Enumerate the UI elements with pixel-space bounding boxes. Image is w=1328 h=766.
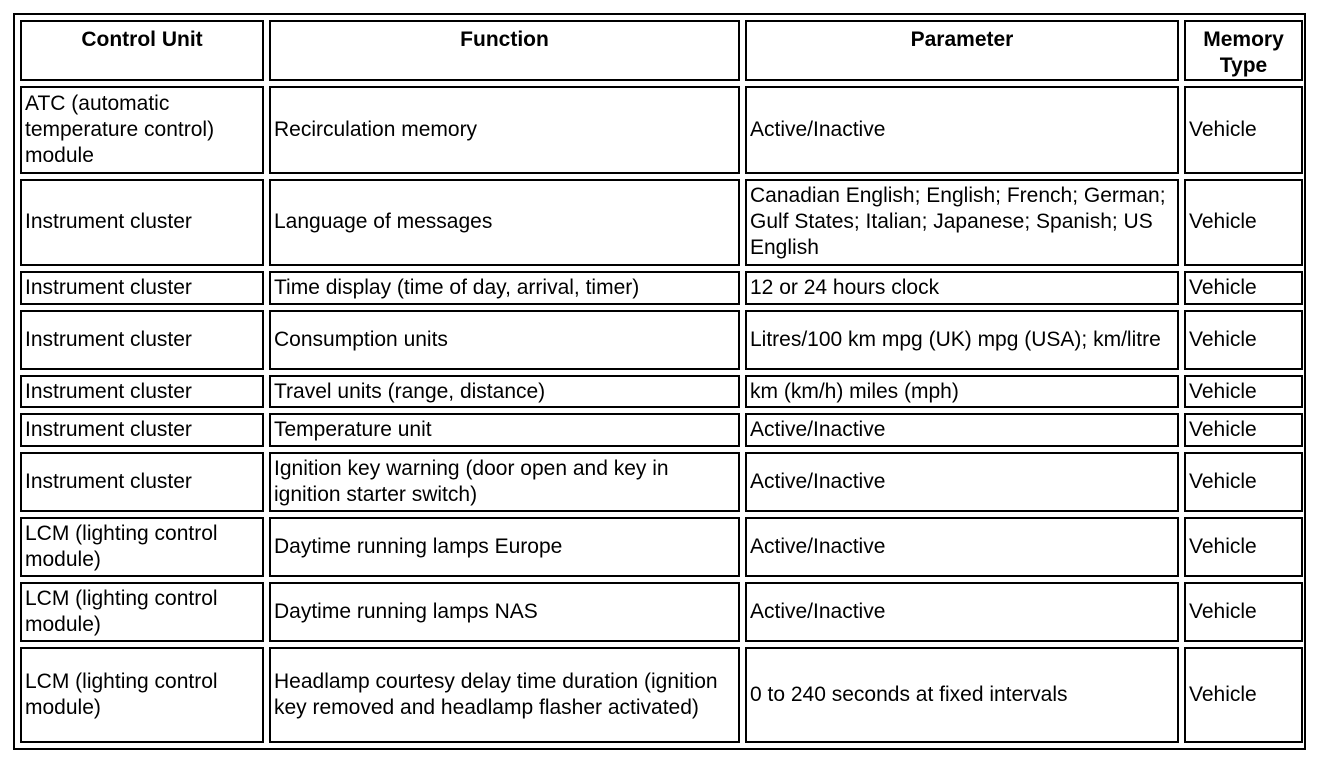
cell-function: Daytime running lamps Europe bbox=[269, 517, 740, 577]
cell-function: Travel units (range, distance) bbox=[269, 375, 740, 409]
cell-memory-type: Vehicle bbox=[1184, 179, 1303, 267]
cell-control-unit: ATC (automatic temperature control) module bbox=[20, 86, 264, 174]
cell-control-unit: Instrument cluster bbox=[20, 375, 264, 409]
cell-parameter: Active/Inactive bbox=[745, 413, 1179, 447]
cell-control-unit: Instrument cluster bbox=[20, 413, 264, 447]
cell-function: Recirculation memory bbox=[269, 86, 740, 174]
header-parameter: Parameter bbox=[745, 20, 1179, 81]
cell-control-unit: LCM (lighting control module) bbox=[20, 517, 264, 577]
header-control-unit: Control Unit bbox=[20, 20, 264, 81]
cell-parameter: Active/Inactive bbox=[745, 86, 1179, 174]
cell-parameter: Active/Inactive bbox=[745, 517, 1179, 577]
table-row bbox=[20, 271, 1303, 305]
cell-function: Ignition key warning (door open and key in ignition starter switch) bbox=[269, 452, 740, 512]
table-row bbox=[20, 582, 1303, 642]
cell-parameter: Litres/100 km mpg (UK) mpg (USA); km/litre bbox=[745, 310, 1179, 370]
cell-control-unit: Instrument cluster bbox=[20, 452, 264, 512]
cell-parameter: Canadian English; English; French; German; Gulf States; Italian; Japanese; Spanish; US English bbox=[745, 179, 1179, 267]
cell-parameter: Active/Inactive bbox=[745, 452, 1179, 512]
cell-parameter: 12 or 24 hours clock bbox=[745, 271, 1179, 305]
cell-function: Temperature unit bbox=[269, 413, 740, 447]
cell-function: Language of messages bbox=[269, 179, 740, 267]
table-row bbox=[20, 413, 1303, 447]
cell-function: Consumption units bbox=[269, 310, 740, 370]
cell-control-unit: Instrument cluster bbox=[20, 310, 264, 370]
cell-control-unit: LCM (lighting control module) bbox=[20, 582, 264, 642]
table-row bbox=[20, 179, 1303, 267]
cell-parameter: km (km/h) miles (mph) bbox=[745, 375, 1179, 409]
cell-memory-type: Vehicle bbox=[1184, 310, 1303, 370]
table-row bbox=[20, 375, 1303, 409]
cell-memory-type: Vehicle bbox=[1184, 413, 1303, 447]
table-row bbox=[20, 310, 1303, 370]
header-function: Function bbox=[269, 20, 740, 81]
cell-function: Headlamp courtesy delay time duration (ignition key removed and headlamp flasher activated) bbox=[269, 647, 740, 743]
cell-control-unit: LCM (lighting control module) bbox=[20, 647, 264, 743]
cell-parameter: Active/Inactive bbox=[745, 582, 1179, 642]
table-row bbox=[20, 517, 1303, 577]
cell-memory-type: Vehicle bbox=[1184, 517, 1303, 577]
cell-memory-type: Vehicle bbox=[1184, 647, 1303, 743]
cell-memory-type: Vehicle bbox=[1184, 375, 1303, 409]
cell-control-unit: Instrument cluster bbox=[20, 271, 264, 305]
table-row bbox=[20, 452, 1303, 512]
table-header-row bbox=[20, 20, 1303, 81]
cell-function: Time display (time of day, arrival, timer) bbox=[269, 271, 740, 305]
cell-parameter: 0 to 240 seconds at fixed intervals bbox=[745, 647, 1179, 743]
cell-control-unit: Instrument cluster bbox=[20, 179, 264, 267]
table-row bbox=[20, 647, 1303, 743]
cell-function: Daytime running lamps NAS bbox=[269, 582, 740, 642]
cell-memory-type: Vehicle bbox=[1184, 582, 1303, 642]
cell-memory-type: Vehicle bbox=[1184, 271, 1303, 305]
memory-settings-table bbox=[15, 15, 1308, 748]
cell-memory-type: Vehicle bbox=[1184, 86, 1303, 174]
cell-memory-type: Vehicle bbox=[1184, 452, 1303, 512]
header-memory-type: Memory Type bbox=[1184, 20, 1303, 81]
table-row bbox=[20, 86, 1303, 174]
memory-settings-table-frame bbox=[13, 13, 1306, 750]
